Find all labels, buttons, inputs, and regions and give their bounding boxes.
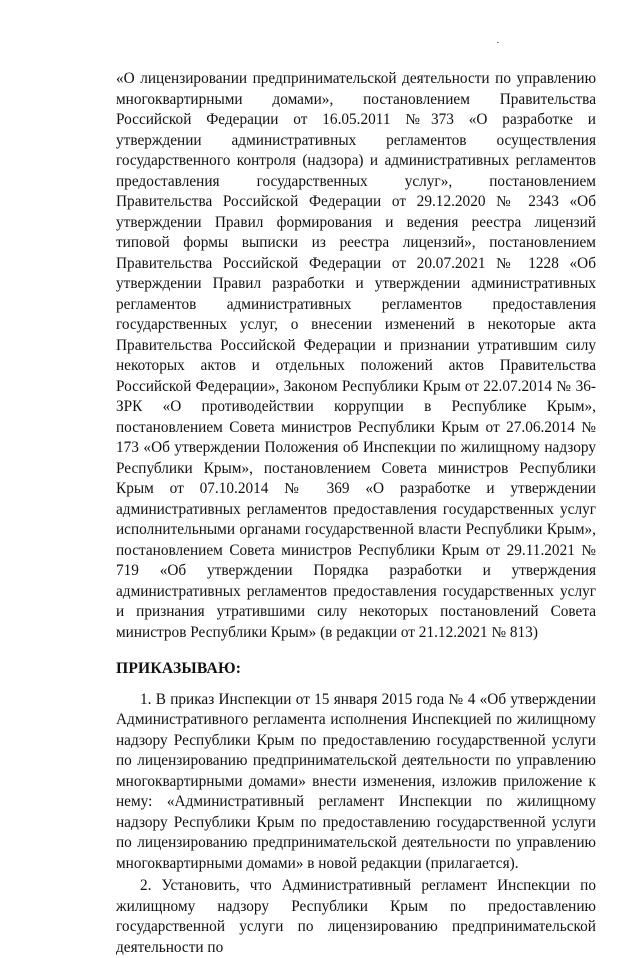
order-item-1: 1. В приказ Инспекции от 15 января 2015 года № 4 «Об утверждении Административного регламента исполнения Инспекцией по жилищному надзору Республики Крым по предоставлению государственной услуги по лицензированию предпринимательской деятельности по управлению многоквартирными домами» внести изменения, изложив приложение к нему: «Административный регламент Инспекции по жилищному надзору Республики Крым по предоставлению государственной услуги по лицензированию предпринимательской деятельности по управлению многоквартирными домами» в новой редакции (прилагается). — [116, 690, 596, 872]
order-item-2: 2. Установить, что Административный регламент Инспекции по жилищному надзору Республики Крым по предоставлению государственной услуги по лицензированию предпринимательской деятельности по — [116, 877, 596, 956]
page-mark: · — [496, 37, 500, 49]
order-heading: ПРИКАЗЫВАЮ: — [116, 660, 242, 677]
intro-paragraph: «О лицензировании предпринимательской деятельности по управлению многоквартирными домами», постановлением Правительства Российской Федерации от 16.05.2011 №373 «О разработке и утверждении административных регламентов осуществления государственного контроля (надзора) и административных регламентов предоставления государственных услуг», постановлением Правительства Российской Федерации от 29.12.2020 № 2343 «Об утверждении Правил формирования и ведения реестра лицензий типовой формы выписки из реестра лицензий», постановлением Правительства Российской Федерации от 20.07.2021 № 1228 «Об утверждении Правил разработки и утверждении административных регламентов административных регламентов предоставления государственных услуг, о внесении изменений в некоторые акта Правительства Российской Федерации и признании утратившим силу некоторых актов и отдельных положений актов Правительства Российской Федерации», Законом Республики Крым от 22.07.2014 № 36-ЗРК «О противодействии коррупции в Республике Крым», постановлением Совета министров Республики Крым от 27.06.2014 № 173 «Об утверждении Положения об Инспекции по жилищному надзору Республики Крым», постановлением Совета министров Республики Крым от 07.10.2014 № 369 «О разработке и утверждении административных регламентов предоставления государственных услуг исполнительными органами государственной власти Республики Крым», постановлением Совета министров Республики Крым от 29.11.2021 № 719 «Об утверждении Порядка разработки и утверждения административных регламентов предоставления государственных услуг и признания утратившими силу некоторых постановлений Совета министров Республики Крым» (в редакции от 21.12.2021 № 813) — [116, 70, 596, 641]
